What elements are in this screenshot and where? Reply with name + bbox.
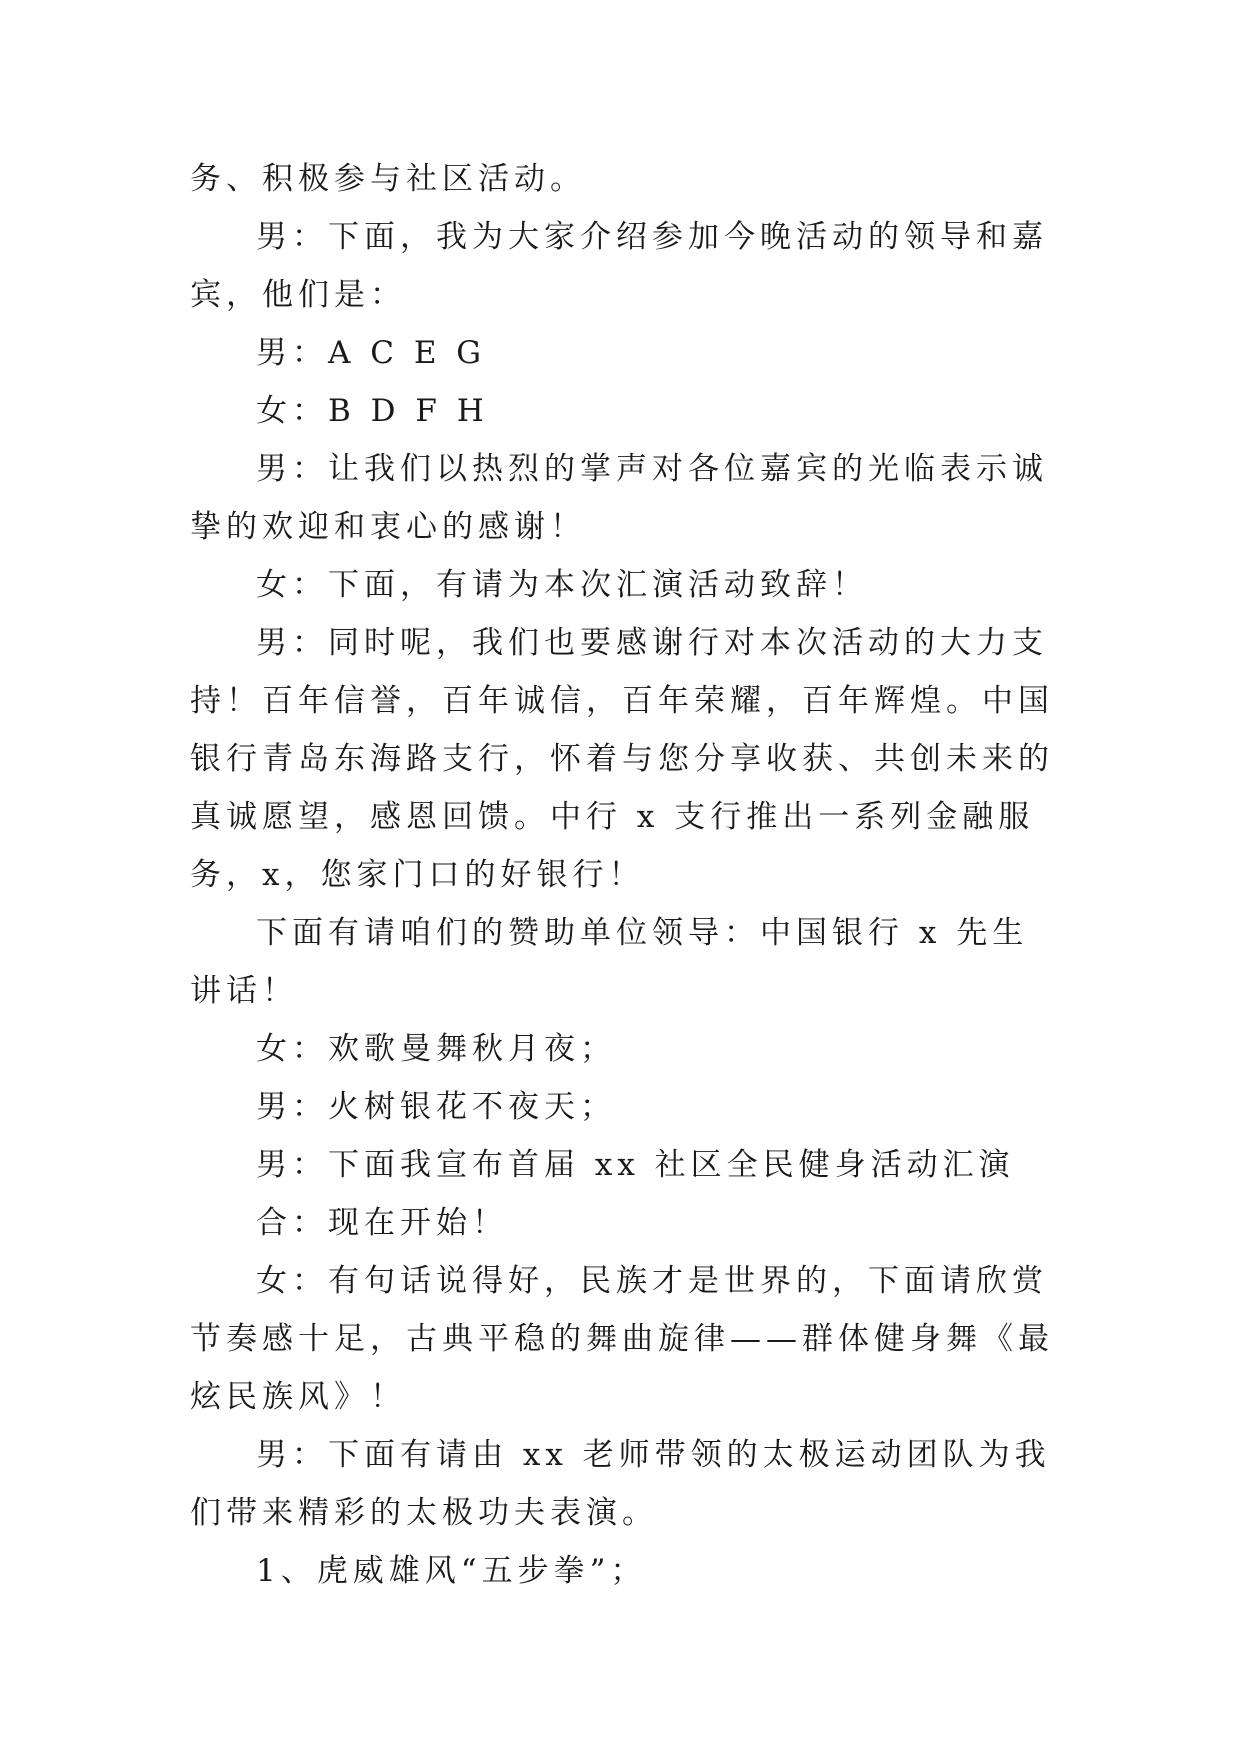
paragraph-applause: 男：让我们以热烈的掌声对各位嘉宾的光临表示诚挚的欢迎和衷心的感谢！ [190, 451, 1048, 545]
paragraph-speech-invite: 女：下面，有请为本次汇演活动致辞！ [256, 567, 868, 603]
paragraph-female-line: 女：欢歌曼舞秋月夜； [256, 1031, 616, 1067]
paragraph-sponsor-speech: 下面有请咱们的赞助单位领导：中国银行 x 先生讲话！ [190, 915, 1029, 1009]
paragraph-continuation: 务、积极参与社区活动。 [190, 161, 586, 197]
document-body [190, 150, 1060, 1600]
paragraph-sponsor-thanks: 男：同时呢，我们也要感谢行对本次活动的大力支持！百年信誉，百年诚信，百年荣耀，百年辉煌。中国银行青岛东海路支行，怀着与您分享收获、共创未来的真诚愿望，感恩回馈。中行 x 支行推出一系列金融服务，x，您家门口的好银行！ [190, 625, 1054, 893]
paragraph-introduce-guests: 男：下面，我为大家介绍参加今晚活动的领导和嘉宾，他们是： [190, 219, 1048, 313]
paragraph-announcement: 男：下面我宣布首届 xx 社区全民健身活动汇演 [256, 1147, 1015, 1183]
list-item-program: 1、虎威雄风“五步拳”； [256, 1553, 647, 1589]
paragraph-male-guests: 男：A C E G [256, 335, 487, 371]
paragraph-dance-intro: 女：有句话说得好，民族才是世界的，下面请欣赏节奏感十足，古典平稳的舞曲旋律——群体健身舞《最炫民族风》！ [190, 1263, 1054, 1415]
paragraph-together-start: 合：现在开始！ [256, 1205, 508, 1241]
paragraph-male-line: 男：火树银花不夜天； [256, 1089, 616, 1125]
paragraph-female-guests: 女：B D F H [256, 393, 489, 429]
paragraph-taichi-intro: 男：下面有请由 xx 老师带领的太极运动团队为我们带来精彩的太极功夫表演。 [190, 1437, 1051, 1531]
